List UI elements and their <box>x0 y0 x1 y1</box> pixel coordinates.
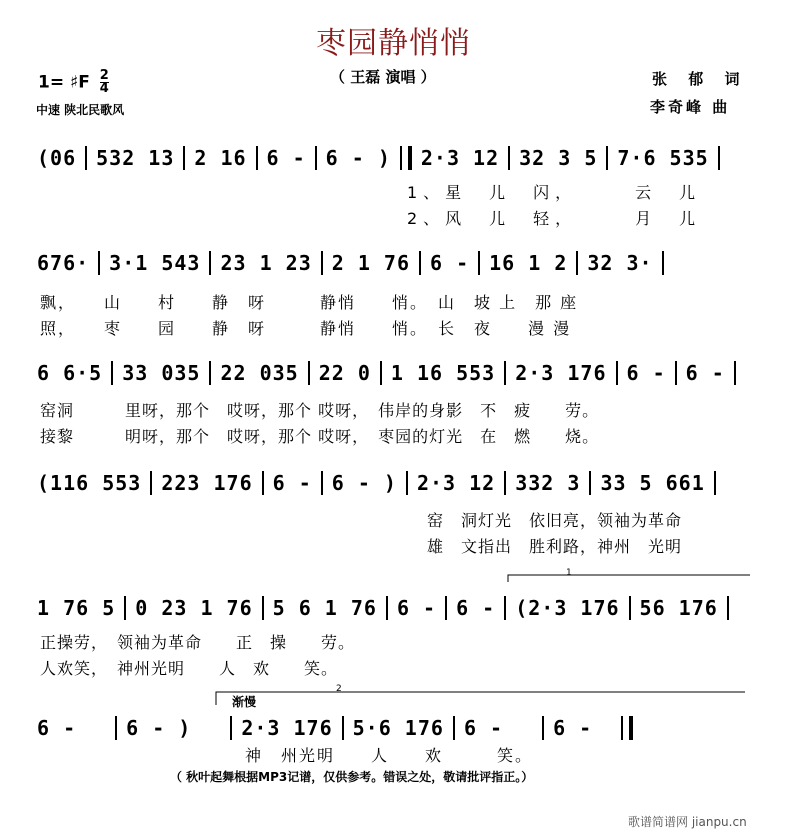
measure: 6 - <box>272 471 312 495</box>
measure: 2 16 <box>194 146 247 170</box>
measure: 6 - ) <box>325 146 391 170</box>
measure: 6 - <box>37 716 77 740</box>
watermark: 歌谱简谱网 jianpu.cn <box>628 815 747 829</box>
measure: 6 6·5 <box>37 361 103 385</box>
measure: 6 - <box>463 716 504 740</box>
measure: 2·3 176 <box>241 716 333 740</box>
measure: 5 6 1 76 <box>272 596 377 620</box>
key-signature <box>38 70 109 95</box>
measure: (116 553 <box>37 471 142 495</box>
music-line-4 <box>34 470 764 496</box>
volta-second-label: 2 <box>336 684 342 694</box>
measure: 6 - ) <box>331 471 397 495</box>
music-line-2 <box>34 250 764 276</box>
measure: 6 - ) <box>126 716 192 740</box>
lyric-verse-2: 照， 枣 园 静 呀 静悄 悄。 长 夜 漫 漫 <box>40 319 572 338</box>
measure: 1 76 5 <box>37 596 116 620</box>
time-bottom: 4 <box>99 81 109 96</box>
lyric-verse-1: 窑 洞灯光 依旧亮，领袖为革命 <box>427 511 683 530</box>
measure: 2·3 12 <box>420 146 500 170</box>
lyric-verse-2: 雄 文指出 胜利路，神州 光明 <box>427 537 683 556</box>
measure: 33 035 <box>122 361 201 385</box>
measure: 6 - <box>396 596 437 620</box>
tempo-slowing-label: 渐慢 <box>232 695 257 709</box>
composer-credit: 李奇峰 曲 <box>650 98 731 116</box>
volta-first-label: 1 <box>566 568 572 578</box>
measure: 56 176 <box>639 596 718 620</box>
measure: 33 5 661 <box>600 471 705 495</box>
measure: 23 1 23 <box>220 251 312 275</box>
lyric-verse-1: 飘， 山 村 静 呀 静悄 悄。 山 坡 上 那 座 <box>40 293 579 312</box>
key-label: 1= ♯F <box>38 72 90 93</box>
music-line-1 <box>34 145 764 171</box>
measure: 223 176 <box>161 471 253 495</box>
singer-credit: （ 王磊 演唱 ） <box>330 68 436 86</box>
measure: 22 035 <box>220 361 299 385</box>
measure: 6 - <box>456 596 496 620</box>
footer-note: （ 秋叶起舞根据MP3记谱，仅供参考。错误之处，敬请批评指正。） <box>170 770 534 784</box>
measure: 1 16 553 <box>390 361 496 385</box>
lyric-verse-2: 接黎 明呀，那个 哎呀，那个 哎呀， 枣园的灯光 在 燃 烧。 <box>40 427 600 446</box>
lyricist-credit: 张 郁 词 <box>652 70 748 88</box>
song-title: 枣园静悄悄 <box>316 26 471 61</box>
measure: 16 1 2 <box>489 251 568 275</box>
music-line-3 <box>34 360 764 386</box>
measure: 2·3 176 <box>515 361 607 385</box>
measure: 2 1 76 <box>331 251 411 275</box>
lyric-final: 神 州光明 人 欢 笑。 <box>245 746 534 765</box>
lyric-verse-1: 1、星 儿 闪， 云 儿 <box>407 183 702 202</box>
measure: 332 3 <box>515 471 581 495</box>
measure: 3·1 543 <box>109 251 201 275</box>
measure: 22 0 <box>318 361 371 385</box>
music-line-5 <box>34 595 764 621</box>
lyric-verse-1: 窑洞 里呀，那个 哎呀，那个 哎呀， 伟岸的身影 不 疲 劳。 <box>40 401 600 420</box>
tempo-marking: 中速 陕北民歌风 <box>36 103 125 117</box>
volta-first-bracket <box>508 575 750 582</box>
lyric-verse-1: 正操劳， 领袖为革命 正 操 劳。 <box>40 633 356 652</box>
measure: 32 3· <box>587 251 653 275</box>
measure: 0 23 1 76 <box>135 596 253 620</box>
lyric-verse-2: 2、风 儿 轻， 月 儿 <box>407 209 702 228</box>
measure: 32 3 5 <box>519 146 598 170</box>
volta-second-bracket <box>216 692 745 705</box>
measure: 5·6 176 <box>352 716 444 740</box>
time-signature <box>100 70 109 95</box>
measure: 6 - <box>553 716 593 740</box>
measure: 2·3 12 <box>416 471 496 495</box>
measure: 6 - <box>266 146 306 170</box>
measure: 7·6 535 <box>617 146 709 170</box>
lyric-verse-2: 人欢笑， 神州光明 人 欢 笑。 <box>40 659 339 678</box>
measure: 676· <box>37 251 90 275</box>
measure: 6 - <box>430 251 470 275</box>
measure: (2·3 176 <box>515 596 620 620</box>
measure: (06 <box>37 146 77 170</box>
music-line-6 <box>34 715 764 741</box>
measure: 6 - <box>685 361 725 385</box>
measure: 532 13 <box>96 146 175 170</box>
measure: 6 - <box>626 361 666 385</box>
time-top: 2 <box>99 68 109 83</box>
